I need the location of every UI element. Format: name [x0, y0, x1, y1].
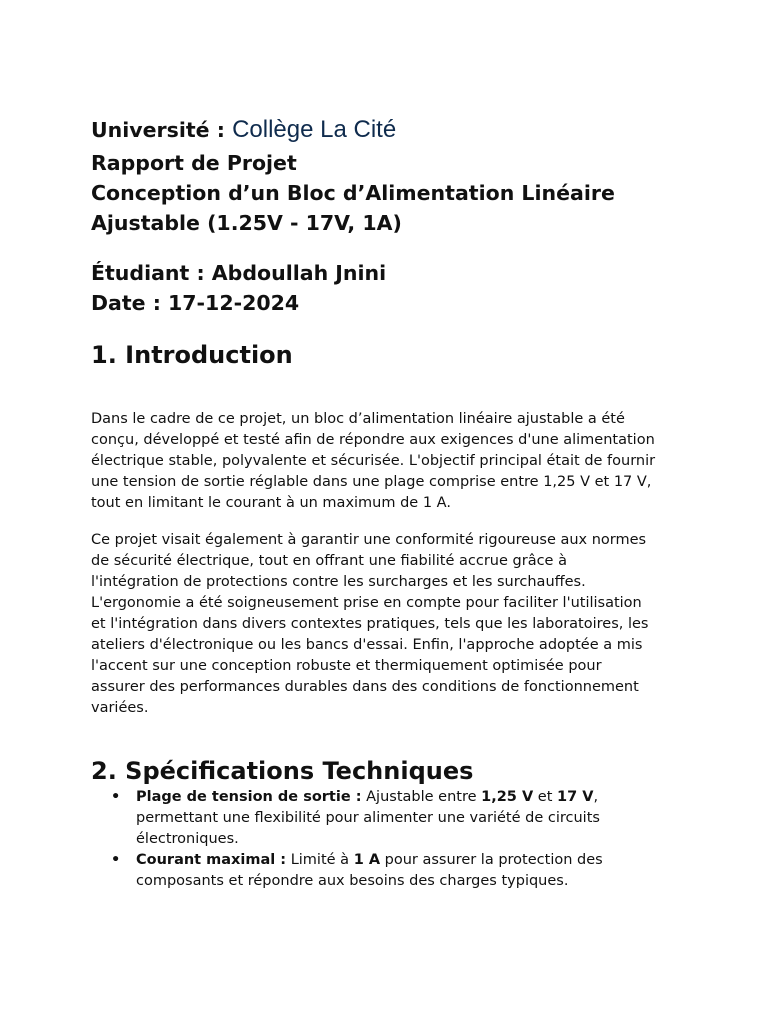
bullet-icon: • — [111, 789, 121, 805]
bullet-icon: • — [111, 852, 121, 868]
spec-value: 1 A — [353, 852, 381, 868]
spec-value: 1,25 V — [481, 789, 534, 805]
student-name: Étudiant : Abdoullah Jnini — [91, 261, 387, 285]
spec-label: Plage de tension de sortie : — [136, 789, 362, 805]
list-item — [91, 850, 691, 892]
text-line: Dans le cadre de ce projet, un bloc d’alimentation linéaire ajustable a été — [91, 411, 625, 427]
text-line: ateliers d'électronique ou les bancs d'essai. Enfin, l'approche adoptée a mis — [91, 637, 643, 653]
text-line: électrique stable, polyvalente et sécurisée. L'objectif principal était de fournir — [91, 453, 656, 469]
text-line: une tension de sortie réglable dans une plage comprise entre 1,25 V et 17 V, — [91, 474, 652, 490]
spec-line: permettant une flexibilité pour alimenter une variété de circuits — [136, 810, 600, 826]
text-line: L'ergonomie a été soigneusement prise en compte pour faciliter l'utilisation — [91, 595, 642, 611]
report-title-line-2: Ajustable (1.25V - 17V, 1A) — [91, 211, 402, 235]
text-line: variées. — [91, 700, 149, 716]
list-item — [91, 787, 691, 850]
spec-text: Limité à — [286, 852, 354, 868]
spec-text: , — [593, 789, 599, 805]
university-name: Collège La Cité — [232, 116, 397, 143]
report-date: Date : 17-12-2024 — [91, 291, 300, 315]
text-line: l'accent sur une conception robuste et thermiquement optimisée pour — [91, 658, 602, 674]
report-type: Rapport de Projet — [91, 151, 297, 175]
specifications-list — [91, 787, 691, 892]
specifications-heading: 2. Spécifications Techniques — [91, 757, 474, 785]
spec-line — [136, 850, 691, 871]
text-line: conçu, développé et testé afin de répondre aux exigences d'une alimentation — [91, 432, 655, 448]
text-line: assurer des performances durables dans des conditions de fonctionnement — [91, 679, 639, 695]
spec-line: électroniques. — [136, 831, 239, 847]
text-line: de sécurité électrique, tout en offrant une fiabilité accrue grâce à — [91, 553, 567, 569]
spec-text: pour assurer la protection des — [380, 852, 603, 868]
text-line: Ce projet visait également à garantir une conformité rigoureuse aux normes — [91, 532, 647, 548]
text-line: et l'intégration dans divers contextes pratiques, tels que les laboratoires, les — [91, 616, 649, 632]
text-line: tout en limitant le courant à un maximum de 1 A. — [91, 495, 451, 511]
spec-text: Ajustable entre — [361, 789, 482, 805]
spec-value: 17 V — [557, 789, 594, 805]
introduction-paragraph-2 — [91, 530, 691, 719]
spec-text: et — [533, 789, 557, 805]
introduction-paragraph-1 — [91, 409, 691, 514]
text-line: l'intégration de protections contre les surcharges et les surchauffes. — [91, 574, 586, 590]
spec-line: composants et répondre aux besoins des charges typiques. — [136, 873, 569, 889]
university-label: Université : — [91, 118, 233, 142]
university-line — [91, 115, 396, 145]
spec-label: Courant maximal : — [136, 852, 287, 868]
introduction-heading: 1. Introduction — [91, 341, 293, 369]
report-title-line-1: Conception d’un Bloc d’Alimentation Linéaire — [91, 181, 615, 205]
spec-line — [136, 787, 691, 808]
